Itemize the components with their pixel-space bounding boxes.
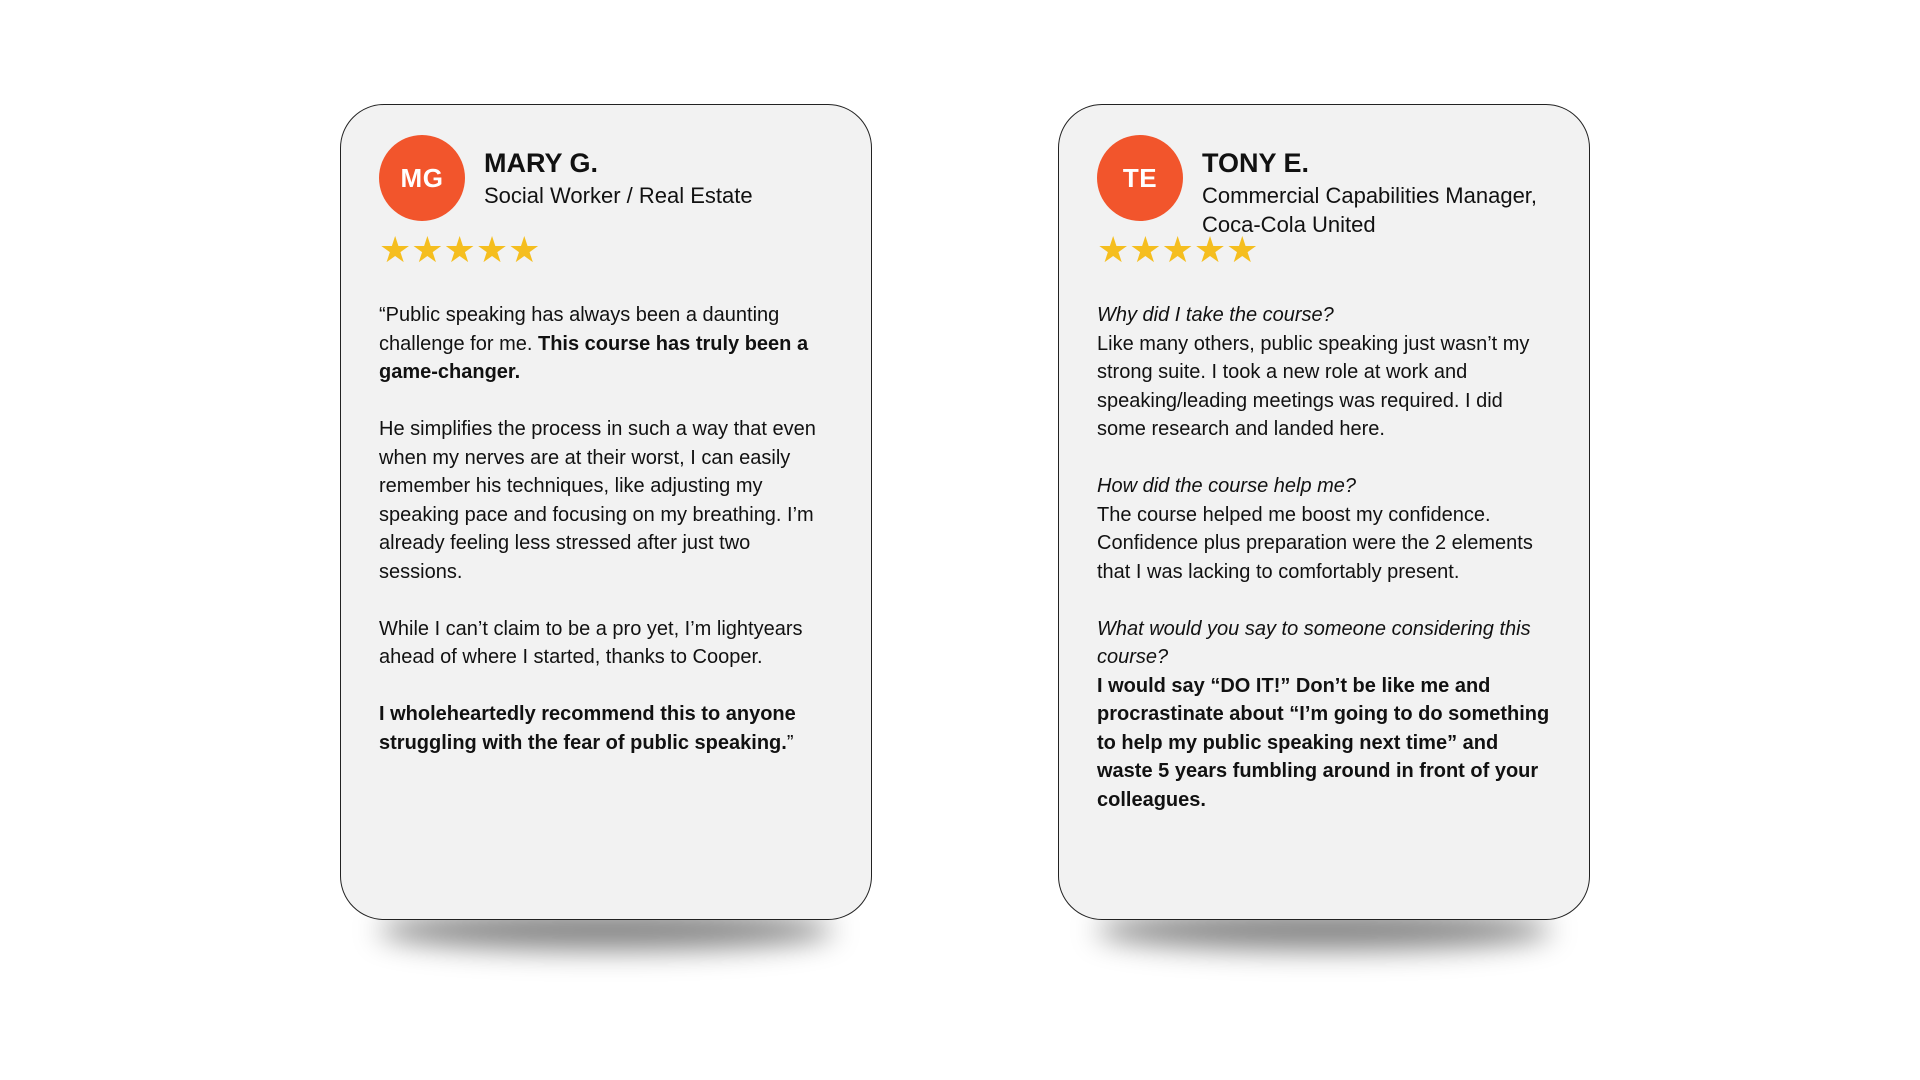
review-answer bbox=[1097, 672, 1557, 815]
reviewer-role: Social Worker / Real Estate bbox=[484, 183, 753, 209]
reviewer-header bbox=[1202, 148, 1562, 239]
review-text-bold: I wholeheartedly recommend this to anyone struggling with the fear of public speaking. bbox=[379, 703, 796, 754]
testimonial-card-tony bbox=[1058, 104, 1590, 920]
review-question: How did the course help me? bbox=[1097, 475, 1357, 497]
reviewer-name: MARY G. bbox=[484, 148, 599, 178]
review-text-bold: This course has truly been a game-changer. bbox=[379, 332, 809, 383]
review-paragraph bbox=[379, 700, 839, 757]
review-answer: The course helped me boost my confidence. Confidence plus preparation were the 2 elements that I was lacking to comfortably present. bbox=[1097, 503, 1533, 583]
reviewer-role: Commercial Capabilities Manager, Coca-Cola United bbox=[1202, 183, 1538, 238]
star-icon: ★★★★★ bbox=[379, 230, 541, 271]
card-body bbox=[340, 104, 872, 920]
review-text-segment: “Public speaking has always been a daunting challenge for me. bbox=[379, 304, 780, 355]
star-rating bbox=[379, 230, 541, 271]
review-paragraph: While I can’t claim to be a pro yet, I’m lightyears ahead of where I started, thanks to Cooper. bbox=[379, 617, 803, 668]
review-text-segment: ” bbox=[786, 731, 794, 754]
review-question: What would you say to someone considering this course? bbox=[1097, 617, 1531, 668]
star-icon: ★★★★★ bbox=[1097, 230, 1259, 271]
review-text bbox=[379, 301, 839, 786]
avatar bbox=[379, 135, 465, 221]
avatar-initials: TE bbox=[1122, 162, 1158, 193]
star-rating bbox=[1097, 230, 1259, 271]
avatar bbox=[1097, 135, 1183, 221]
review-paragraph: He simplifies the process in such a way that even when my nerves are at their worst, I can easily remember his techniques, like adjusting my speaking pace and focusing on my breathing. I’m already feeling less stressed after just two sessions. bbox=[379, 418, 816, 583]
review-text bbox=[1097, 301, 1557, 843]
reviewer-header bbox=[484, 148, 844, 210]
avatar-initials: MG bbox=[400, 162, 444, 193]
review-text-bold: I would say “DO IT!” Don’t be like me and procrastinate about “I’m going to do something to help my public speaking next time” and waste 5 years fumbling around in front of your colleagues. bbox=[1097, 674, 1550, 811]
review-answer: Like many others, public speaking just wasn’t my strong suite. I took a new role at work and speaking/leading meetings was required. I did some research and landed here. bbox=[1097, 332, 1530, 440]
reviewer-name: TONY E. bbox=[1202, 148, 1310, 178]
review-question: Why did I take the course? bbox=[1097, 304, 1334, 326]
review-paragraph bbox=[379, 301, 839, 387]
testimonial-card-mary bbox=[340, 104, 872, 920]
card-body bbox=[1058, 104, 1590, 920]
